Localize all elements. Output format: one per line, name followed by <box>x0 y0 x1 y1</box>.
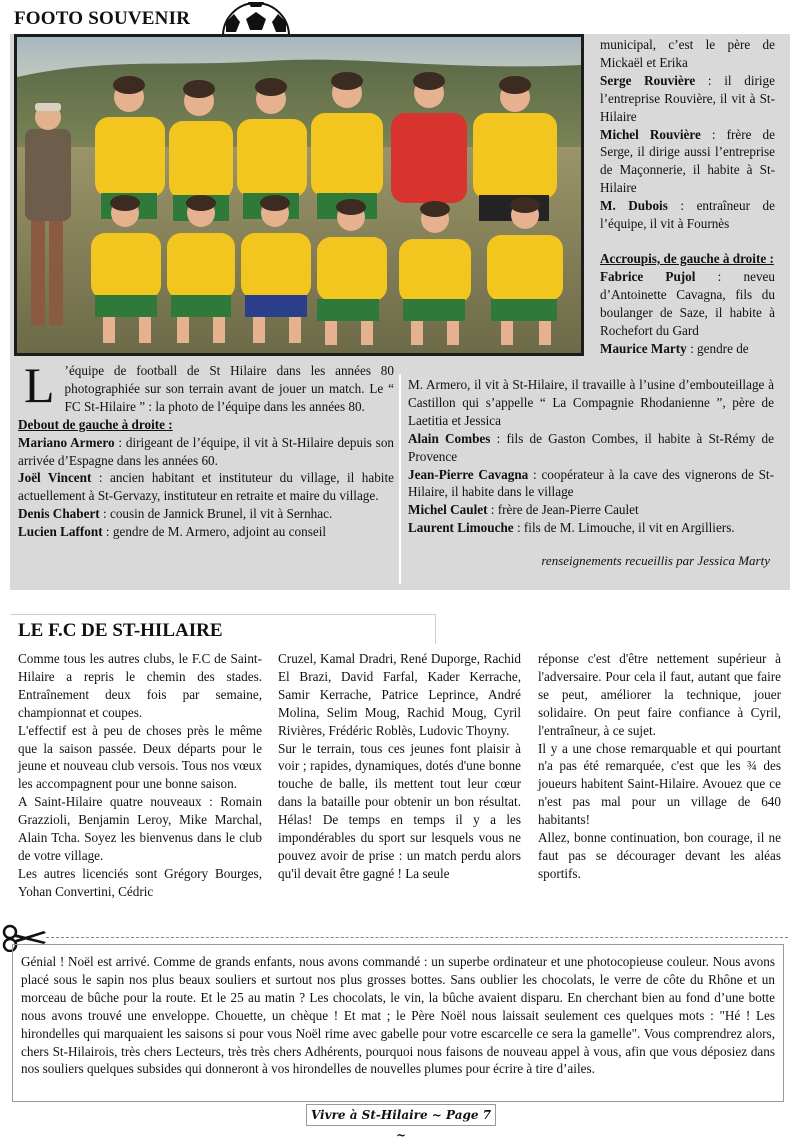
foto-right-column <box>600 36 775 357</box>
fc-column-2 <box>278 650 521 883</box>
article-paragraph: Allez, bonne continuation, bon courage, il ne faut pas se décourager devant les aléas sportifs. <box>538 830 781 881</box>
noel-message-box: Génial ! Noël est arrivé. Comme de grands enfants, nous avons commandé : un superbe ordinateur et une photocopieuse couleur. Nous avons placé sous le sapin nos plus beaux souliers et surtout nos plus grosses bottes. Sans oublier les chocolats, le verre de côte du Rhône et un morceau de bûche pour la route. Et le 25 au matin ? Les chocolats, le vin, la bûche avaient disparu. En cherchant bien au fond d’une botte nous avons trouvé une enveloppe. Chouette, un chèque ! Et mat ; le Père Noël nous laissait seulement ces quelques mots : "Hé ! Les hirondelles qui marquaient les saisons si pour vous Noël rime avec gabelle pour votre escarcelle ce sera la gamelle". Vous comprendrez alors, chers St-Hilairois, très chers Lecteurs, très très chers Adhérents, pourquoi nous faisons de nouveau appel à vous, afin que vous déposiez dans nos souliers quelques subsides qui donneront à vos hirondelles de nouvelles plumes pour écrire à tire d’ailes. <box>12 944 784 1102</box>
article-paragraph: Cruzel, Kamal Dradri, René Duporge, Rachid El Brazi, David Farfal, Kader Kerrache, Samir Kerrache, Patrice Leprince, André Molina, Selim Moug, Rachid Moug, Cyril Rivières, Frédéric Roblès, Ludovic Thoyny. <box>278 651 521 738</box>
article-paragraph: A Saint-Hilaire quatre nouveaux : Romain Grazzioli, Benjamin Leroy, Mike Marchal, Alain Tcha. Soyez les bienvenus dans le club de votre village. <box>18 794 262 863</box>
caption-paragraph: Michel Rouvière : frère de Serge, il dirige aussi l’entreprise de Maçonnerie, il habite à St-Hilaire <box>600 126 775 196</box>
article-paragraph: Comme tous les autres clubs, le F.C de Saint-Hilaire a repris le chemin des stades. Entraînement deux fois par semaine, championnat et coupes. <box>18 651 262 720</box>
fc-column-3 <box>538 650 781 883</box>
caption-paragraph: M. Armero, il vit à St-Hilaire, il travaille à l’usine d’embouteillage à Castillon qui s’appelle “ La Compagnie Rhodanienne ”, père de Laetitia et Jessica <box>408 377 774 428</box>
foto-lower-left-caption <box>18 357 395 541</box>
article-paragraph: L'effectif est à peu de choses près le même que la saison passée. Deux départs pour le jeune et nouveau club versois. Tous nos vœux les accompagnent pour une bonne saison. <box>18 722 262 792</box>
page-footer: Vivre à St-Hilaire ~ Page 7 ~ <box>306 1104 496 1126</box>
article-paragraph: Sur le terrain, tous ces jeunes font plaisir à voir ; rapides, dynamiques, dotés d'une bonne touche de balle, ils mettent tout leur cœur dans la bataille pour obtenir un bon résultat. Hélas! De temps en temps il y a les impondérables du sport sur lesquels vous ne pouvez avoir de prise : un match perdu alors qu'il devait être gagné ! La seule <box>278 740 521 881</box>
caption-heading-debout: Debout de gauche à droite : <box>18 416 173 432</box>
caption-paragraph: Joël Vincent : ancien habitant et instituteur du village, il habite actuellement à St-Gervazy, instituteur en retraite et maire du village. <box>18 470 394 504</box>
caption-paragraph: Denis Chabert : cousin de Jannick Brunel, il vit à Sernhac. <box>18 506 333 522</box>
article-paragraph: Les autres licenciés sont Grégory Bourges, Yohan Convertini, Cédric <box>18 865 262 899</box>
team-photo <box>14 34 584 356</box>
foto-lower-right-caption <box>408 376 774 537</box>
caption-paragraph: Jean-Pierre Cavagna : coopérateur à la cave des vignerons de St-Hilaire, il habite dans le village <box>408 466 774 500</box>
article-paragraph: Il y a une chose remarquable et qui pourtant n'a pas été remarquée, c'est que les ¾ des joueurs habitent Saint-Hilaire. Avouez que ce n'est pas mal pour un village de 640 habitants! <box>538 740 781 828</box>
article-paragraph: réponse c'est d'être nettement supérieur à l'adversaire. Pour cela il faut, autant que faire se peut, améliorer la technique, jouer solidaire. On peut faire confiance à Cyril, l'entraîneur, à ce sujet. <box>538 651 781 738</box>
column-divider <box>399 374 401 584</box>
caption-paragraph: Fabrice Pujol : neveu d’Antoinette Cavagna, fils du boulanger de Saze, il habite à Rochefort du Gard <box>600 268 776 338</box>
section-title-fc: LE F.C DE ST-HILAIRE <box>18 620 223 641</box>
caption-paragraph: municipal, c’est le père de Mickaël et Erika <box>600 37 775 70</box>
drop-cap: L <box>24 357 55 413</box>
caption-paragraph: M. Dubois : entraîneur de l’équipe, il vit à Fournès <box>600 198 775 232</box>
caption-paragraph: Laurent Limouche : fils de M. Limouche, il vit en Argilliers. <box>408 520 735 536</box>
section-title-foto: FOOTO SOUVENIR <box>14 8 191 29</box>
fc-column-1 <box>18 650 262 901</box>
intro-paragraph: L ’équipe de football de St Hilaire dans les années 80 photographiée sur son terrain avant de jouer un match. Le “ FC St-Hilaire ” : la photo de l’équipe dans les années 80. <box>24 357 394 414</box>
soccer-ball-icon <box>218 2 294 38</box>
caption-paragraph: Maurice Marty : gendre de <box>600 340 749 356</box>
caption-paragraph: Serge Rouvière : il dirige l’entreprise Rouvière, il vit à St-Hilaire <box>600 72 775 124</box>
caption-paragraph: Alain Combes : fils de Gaston Combes, il habite à St-Rémy de Provence <box>408 430 774 464</box>
caption-paragraph: Lucien Laffont : gendre de M. Armero, adjoint au conseil <box>18 524 327 540</box>
cut-line <box>46 937 788 938</box>
caption-heading-accroupis: Accroupis, de gauche à droite : <box>600 250 774 266</box>
credit-line: renseignements recueillis par Jessica Marty <box>541 553 770 568</box>
caption-paragraph: Mariano Armero : dirigeant de l’équipe, il vit à St-Hilaire depuis son arrivée d’Espagne dans les années 60. <box>18 434 395 468</box>
caption-paragraph: Michel Caulet : frère de Jean-Pierre Caulet <box>408 502 639 518</box>
